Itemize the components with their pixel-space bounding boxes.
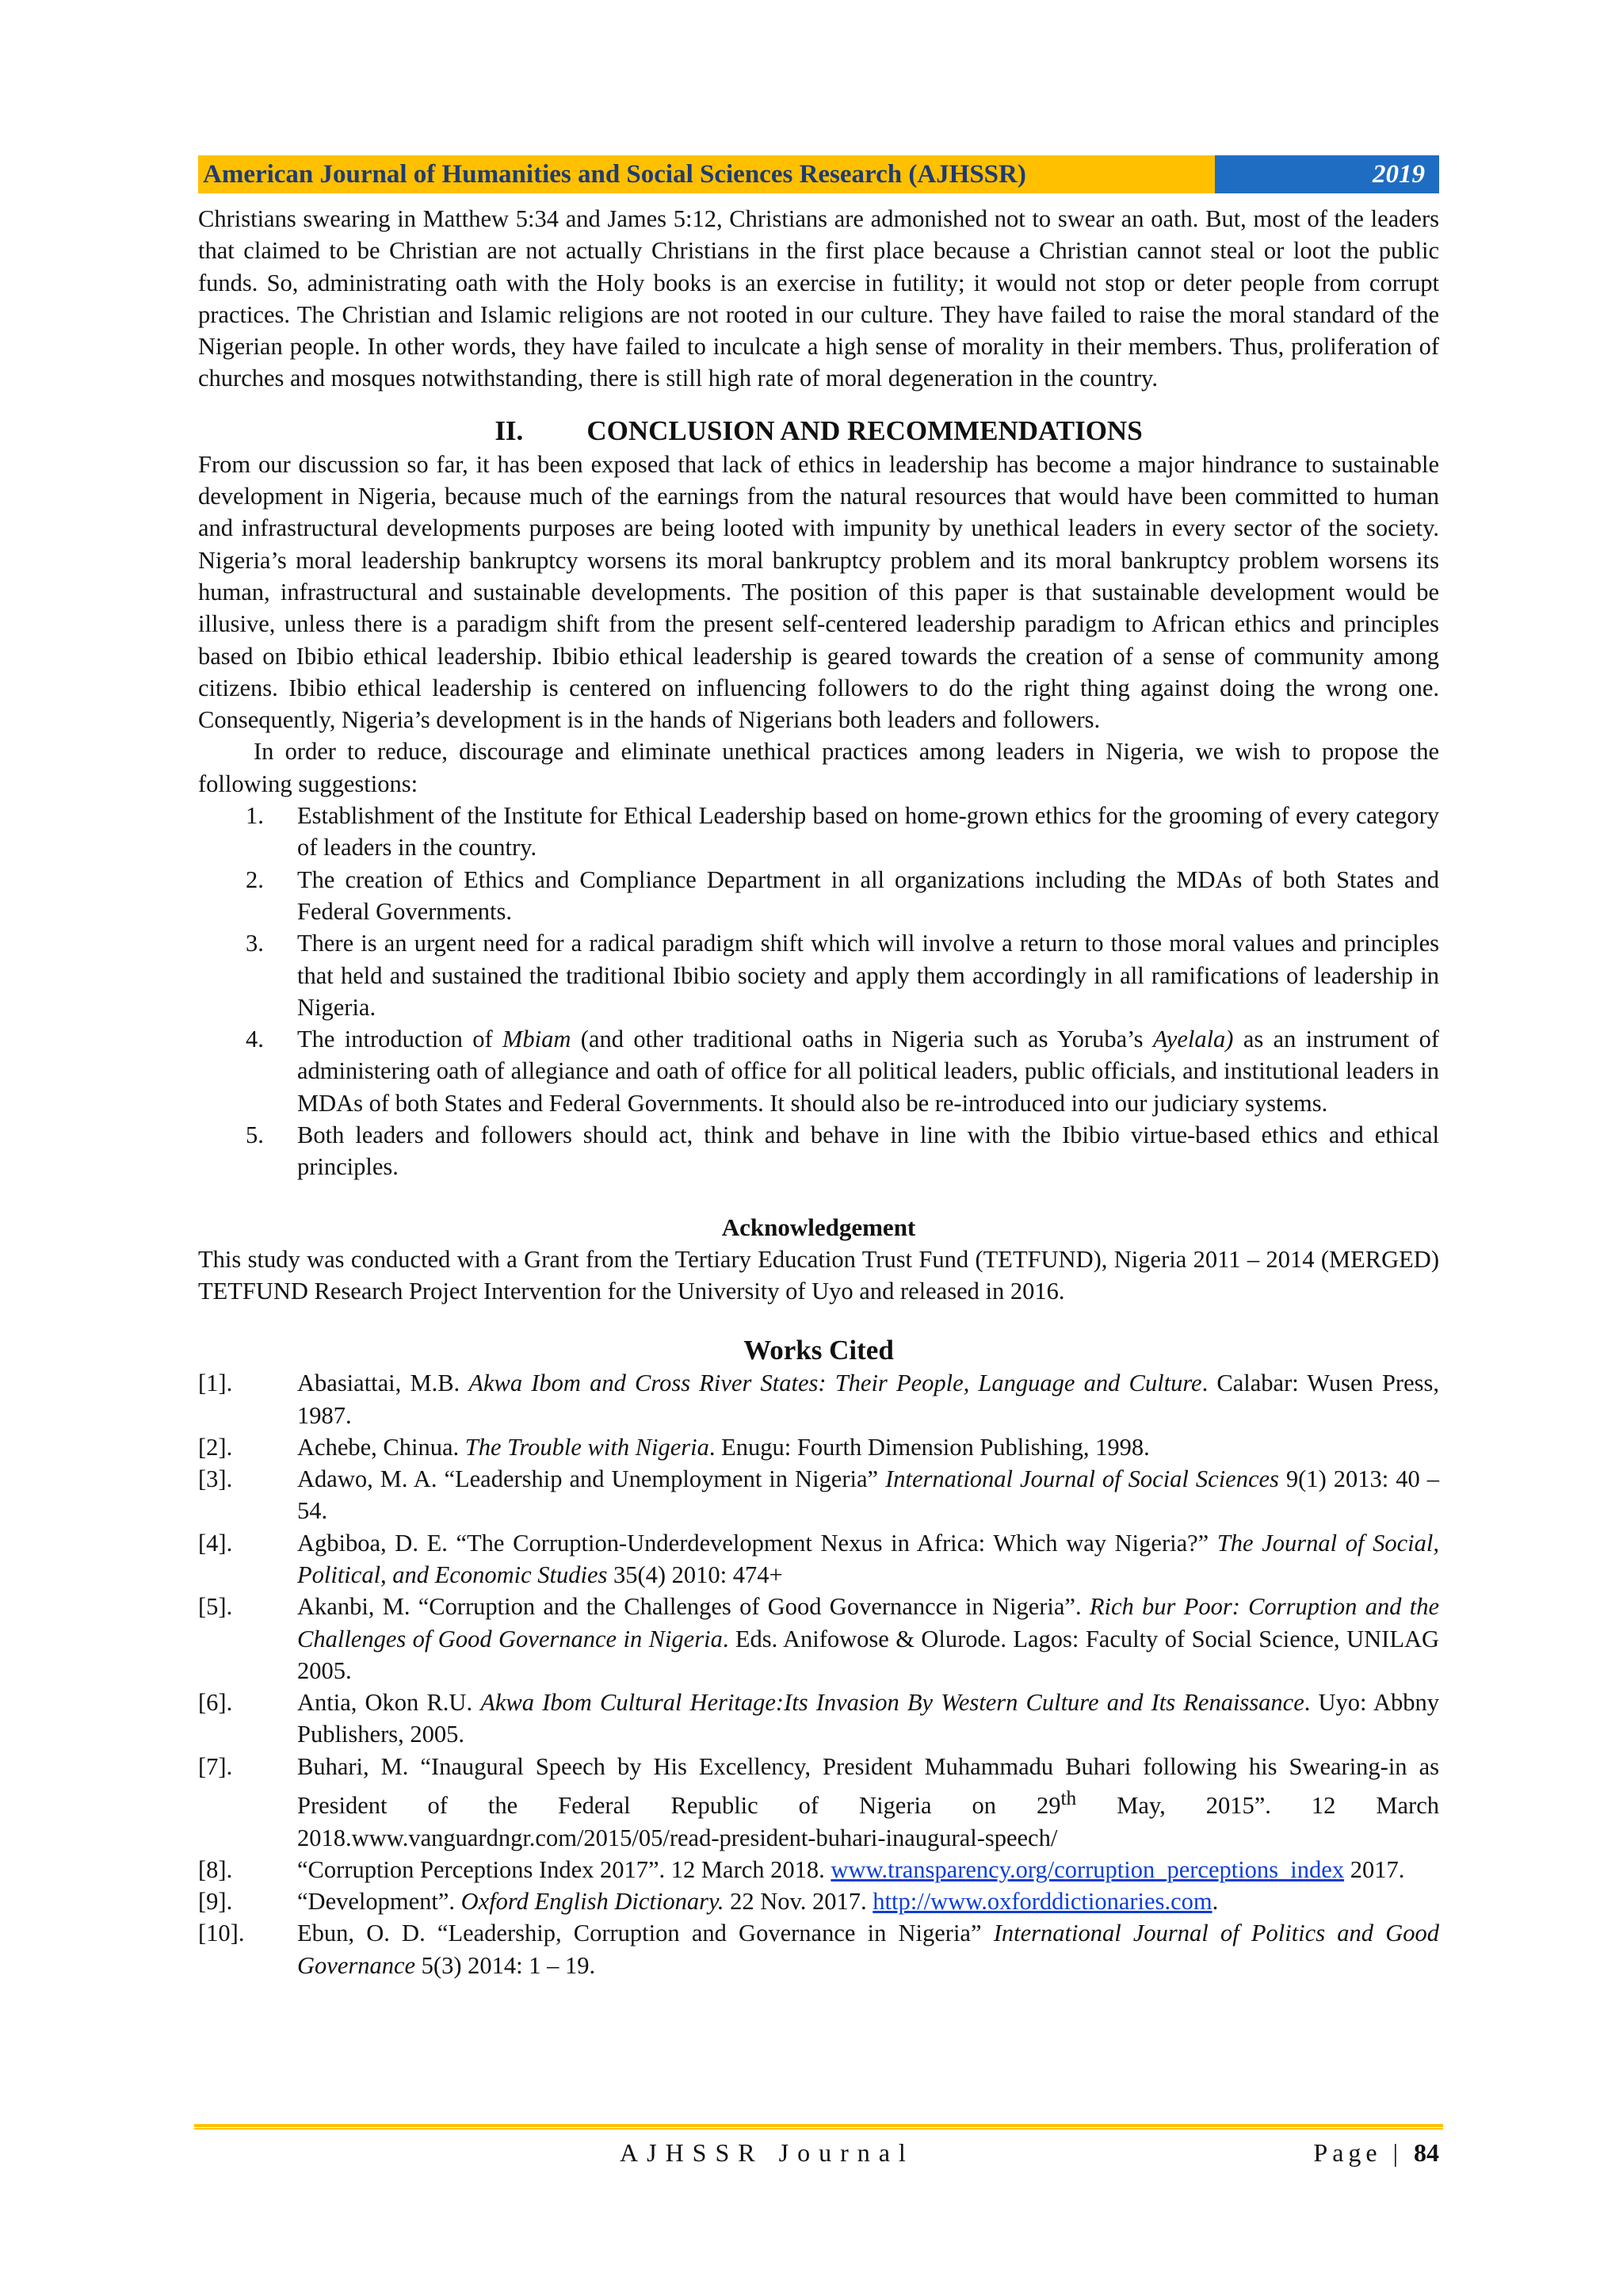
reference-item bbox=[198, 1527, 1439, 1591]
reference-text: 5(3) 2014: 1 – 19. bbox=[415, 1951, 596, 1979]
reference-item bbox=[198, 1431, 1439, 1463]
oxford-dictionaries-link[interactable]: http://www.oxforddictionaries.com bbox=[873, 1888, 1212, 1916]
reference-number: [10]. bbox=[198, 1920, 245, 1947]
acknowledgement-text: This study was conducted with a Grant from the Tertiary Education Trust Fund (TETFUND), Nigeria 2011 – 2014 (MERGED) TETFUND Research Project Intervention for the University of Uyo and released in 2016. bbox=[198, 1245, 1439, 1305]
list-item-text: Both leaders and followers should act, think and behave in line with the Ibibio virtue-based ethics and ethical principles. bbox=[297, 1121, 1439, 1181]
conclusion-paragraph: From our discussion so far, it has been exposed that lack of ethics in leadership has become a major hindrance to sustainable development in Nigeria, because much of the earnings from the natural resources that would have been committed to human and infrastructural developments purposes are being looted with impunity by unethical leaders in every sector of the society. Nigeria’s moral leadership bankruptcy worsens its moral bankruptcy problem and its moral bankruptcy problem worsens its human, infrastructural and sustainable developments. The position of this paper is that sustainable development would be illusive, unless there is a paradigm shift from the present self-centered leadership paradigm to African ethics and principles based on Ibibio ethical leadership. Ibibio ethical leadership is geared towards the creation of a sense of community among citizens. Ibibio ethical leadership is centered on influencing followers to do the right thing against doing the wrong one. Consequently, Nigeria’s development is in the hands of Nigerians both leaders and followers. bbox=[198, 450, 1439, 734]
reference-item bbox=[198, 1917, 1439, 1981]
list-item-emphasis: Ayelala) bbox=[1152, 1026, 1234, 1053]
list-number: 3. bbox=[246, 930, 264, 957]
reference-item bbox=[198, 1687, 1439, 1751]
reference-number: [1]. bbox=[198, 1370, 233, 1397]
page-number: 84 bbox=[1414, 2138, 1439, 2167]
section-heading bbox=[198, 414, 1439, 449]
reference-item bbox=[198, 1854, 1439, 1885]
works-cited-heading: Works Cited bbox=[743, 1335, 894, 1366]
references-list bbox=[198, 1367, 1439, 1981]
list-item-text: The creation of Ethics and Compliance Department in all organizations including the MDAs of both States and Federal Governments. bbox=[297, 865, 1439, 925]
journal-header bbox=[198, 155, 1439, 193]
reference-text: . Uyo: Abbny Publishers, 2005. bbox=[297, 1689, 1439, 1748]
reference-number: [6]. bbox=[198, 1689, 233, 1717]
reference-text: Adawo, M. A. “Leadership and Unemployment in Nigeria” bbox=[297, 1465, 886, 1493]
reference-text: Agbiboa, D. E. “The Corruption-Underdevelopment Nexus in Africa: Which way Nigeria?” bbox=[297, 1529, 1217, 1557]
reference-item bbox=[198, 1591, 1439, 1687]
reference-text: . Enugu: Fourth Dimension Publishing, 1998. bbox=[708, 1433, 1150, 1461]
reference-number: [7]. bbox=[198, 1752, 233, 1780]
page-indicator bbox=[1313, 2135, 1439, 2170]
list-item-emphasis: Mbiam bbox=[502, 1026, 571, 1053]
list-number: 5. bbox=[246, 1121, 264, 1149]
reference-item bbox=[198, 1751, 1439, 1854]
list-number: 4. bbox=[246, 1026, 264, 1053]
reference-item bbox=[198, 1885, 1439, 1917]
reference-text: Antia, Okon R.U. bbox=[297, 1689, 481, 1717]
proposal-paragraph: In order to reduce, discourage and eliminate unethical practices among leaders in Nigeria, we wish to propose the following suggestions: bbox=[198, 738, 1439, 797]
acknowledgement-heading: Acknowledgement bbox=[721, 1213, 916, 1241]
reference-text: Akanbi, M. “Corruption and the Challenges of Good Governancce in Nigeria”. bbox=[297, 1593, 1090, 1621]
reference-title: Rich bur Poor: Corruption and the Challenges of Good Governance in Nigeria bbox=[297, 1593, 1439, 1652]
reference-title: International Journal of Politics and Good Governance bbox=[297, 1920, 1439, 1979]
reference-number: [9]. bbox=[198, 1888, 233, 1916]
reference-number: [2]. bbox=[198, 1433, 233, 1461]
document-page bbox=[198, 155, 1439, 1981]
footer-divider bbox=[194, 2124, 1443, 2130]
reference-text: Abasiattai, M.B. bbox=[297, 1370, 469, 1397]
reference-text: “Corruption Perceptions Index 2017”. 12 March 2018. bbox=[297, 1855, 831, 1883]
reference-title: Akwa Ibom and Cross River States: Their People, Language and Culture bbox=[468, 1370, 1202, 1397]
reference-text: Buhari, M. “Inaugural Speech by His Excellency, President Muhammadu Buhari following his Swearing-in as President of the Federal Republic of Nigeria on 29 bbox=[297, 1752, 1439, 1820]
journal-title: American Journal of Humanities and Social Sciences Research (AJHSSR) bbox=[198, 155, 1215, 193]
reference-number: [3]. bbox=[198, 1465, 233, 1493]
journal-year: 2019 bbox=[1215, 155, 1439, 193]
reference-text: Achebe, Chinua. bbox=[297, 1433, 465, 1461]
reference-number: [4]. bbox=[198, 1529, 233, 1557]
list-item-text: (and other traditional oaths in Nigeria such as Yoruba’s bbox=[571, 1026, 1153, 1053]
reference-title: The Journal of Social, Political, and Economic Studies bbox=[297, 1529, 1440, 1588]
reference-item bbox=[198, 1367, 1439, 1431]
list-item bbox=[198, 1023, 1439, 1119]
intro-paragraph: Christians swearing in Matthew 5:34 and James 5:12, Christians are admonished not to swear an oath. But, most of the leaders that claimed to be Christian are not actually Christians in the first place because a Christian cannot steal or loot the public funds. So, administrating oath with the Holy books is an exercise in futility; it would not stop or deter people from corrupt practices. The Christian and Islamic religions are not rooted in our culture. They have failed to raise the moral standard of the Nigerian people. In other words, they have failed to inculcate a high sense of morality in their members. Thus, proliferation of churches and mosques notwithstanding, there is still high rate of moral degeneration in the country. bbox=[198, 205, 1439, 392]
reference-text: 35(4) 2010: 474+ bbox=[607, 1561, 783, 1588]
reference-text: Ebun, O. D. “Leadership, Corruption and Governance in Nigeria” bbox=[297, 1920, 994, 1947]
list-number: 2. bbox=[246, 865, 264, 893]
list-item-text: as an instrument of administering oath of allegiance and oath of office for all political leaders, public officials, and institutional leaders in MDAs of both States and Federal Governments. It should also be re-introduced into our judiciary systems. bbox=[297, 1026, 1439, 1117]
reference-text: May, 2015”. 12 March 2018.www.vanguardngr.com/2015/05/read-president-buhari-inaugural-speech/ bbox=[297, 1792, 1439, 1851]
reference-title: Oxford English Dictionary. bbox=[460, 1888, 724, 1916]
reference-text: . Eds. Anifowose & Olurode. Lagos: Faculty of Social Science, UNILAG 2005. bbox=[297, 1625, 1439, 1684]
reference-title: Akwa Ibom Cultural Heritage:Its Invasion By Western Culture and Its Renaissance bbox=[480, 1689, 1304, 1717]
reference-text: 22 Nov. 2017. bbox=[724, 1888, 873, 1916]
suggestions-list bbox=[198, 800, 1439, 1183]
footer-journal: AJHSSR Journal bbox=[620, 2138, 915, 2167]
reference-title: The Trouble with Nigeria bbox=[464, 1433, 709, 1461]
list-item bbox=[198, 800, 1439, 864]
reference-item bbox=[198, 1463, 1439, 1527]
section-number: II. bbox=[495, 415, 524, 446]
page-label: Page | bbox=[1313, 2138, 1403, 2167]
list-item bbox=[198, 1119, 1439, 1183]
list-item-text: Establishment of the Institute for Ethical Leadership based on home-grown ethics for the grooming of every category of leaders in the country. bbox=[297, 802, 1439, 861]
section-title: CONCLUSION AND RECOMMENDATIONS bbox=[586, 415, 1143, 446]
reference-text: 9(1) 2013: 40 – 54. bbox=[297, 1465, 1439, 1525]
reference-superscript: th bbox=[1060, 1787, 1077, 1810]
list-item bbox=[198, 927, 1439, 1023]
list-item bbox=[198, 864, 1439, 928]
reference-number: [5]. bbox=[198, 1593, 233, 1621]
list-number: 1. bbox=[246, 802, 264, 830]
list-item-text: There is an urgent need for a radical paradigm shift which will involve a return to those moral values and principles that held and sustained the traditional Ibibio society and apply them accordingly in all ramifications of leadership in Nigeria. bbox=[297, 930, 1439, 1021]
reference-number: [8]. bbox=[198, 1855, 233, 1883]
reference-text: . Calabar: Wusen Press, 1987. bbox=[297, 1370, 1439, 1429]
reference-title: International Journal of Social Sciences bbox=[885, 1465, 1279, 1493]
reference-text: 2017. bbox=[1344, 1855, 1405, 1883]
reference-text: “Development”. bbox=[297, 1888, 461, 1916]
transparency-link[interactable]: www.transparency.org/corruption_perceptions_index bbox=[831, 1855, 1345, 1883]
reference-text: . bbox=[1212, 1888, 1219, 1916]
page-footer bbox=[198, 2135, 1439, 2170]
list-item-text: The introduction of bbox=[297, 1026, 503, 1053]
